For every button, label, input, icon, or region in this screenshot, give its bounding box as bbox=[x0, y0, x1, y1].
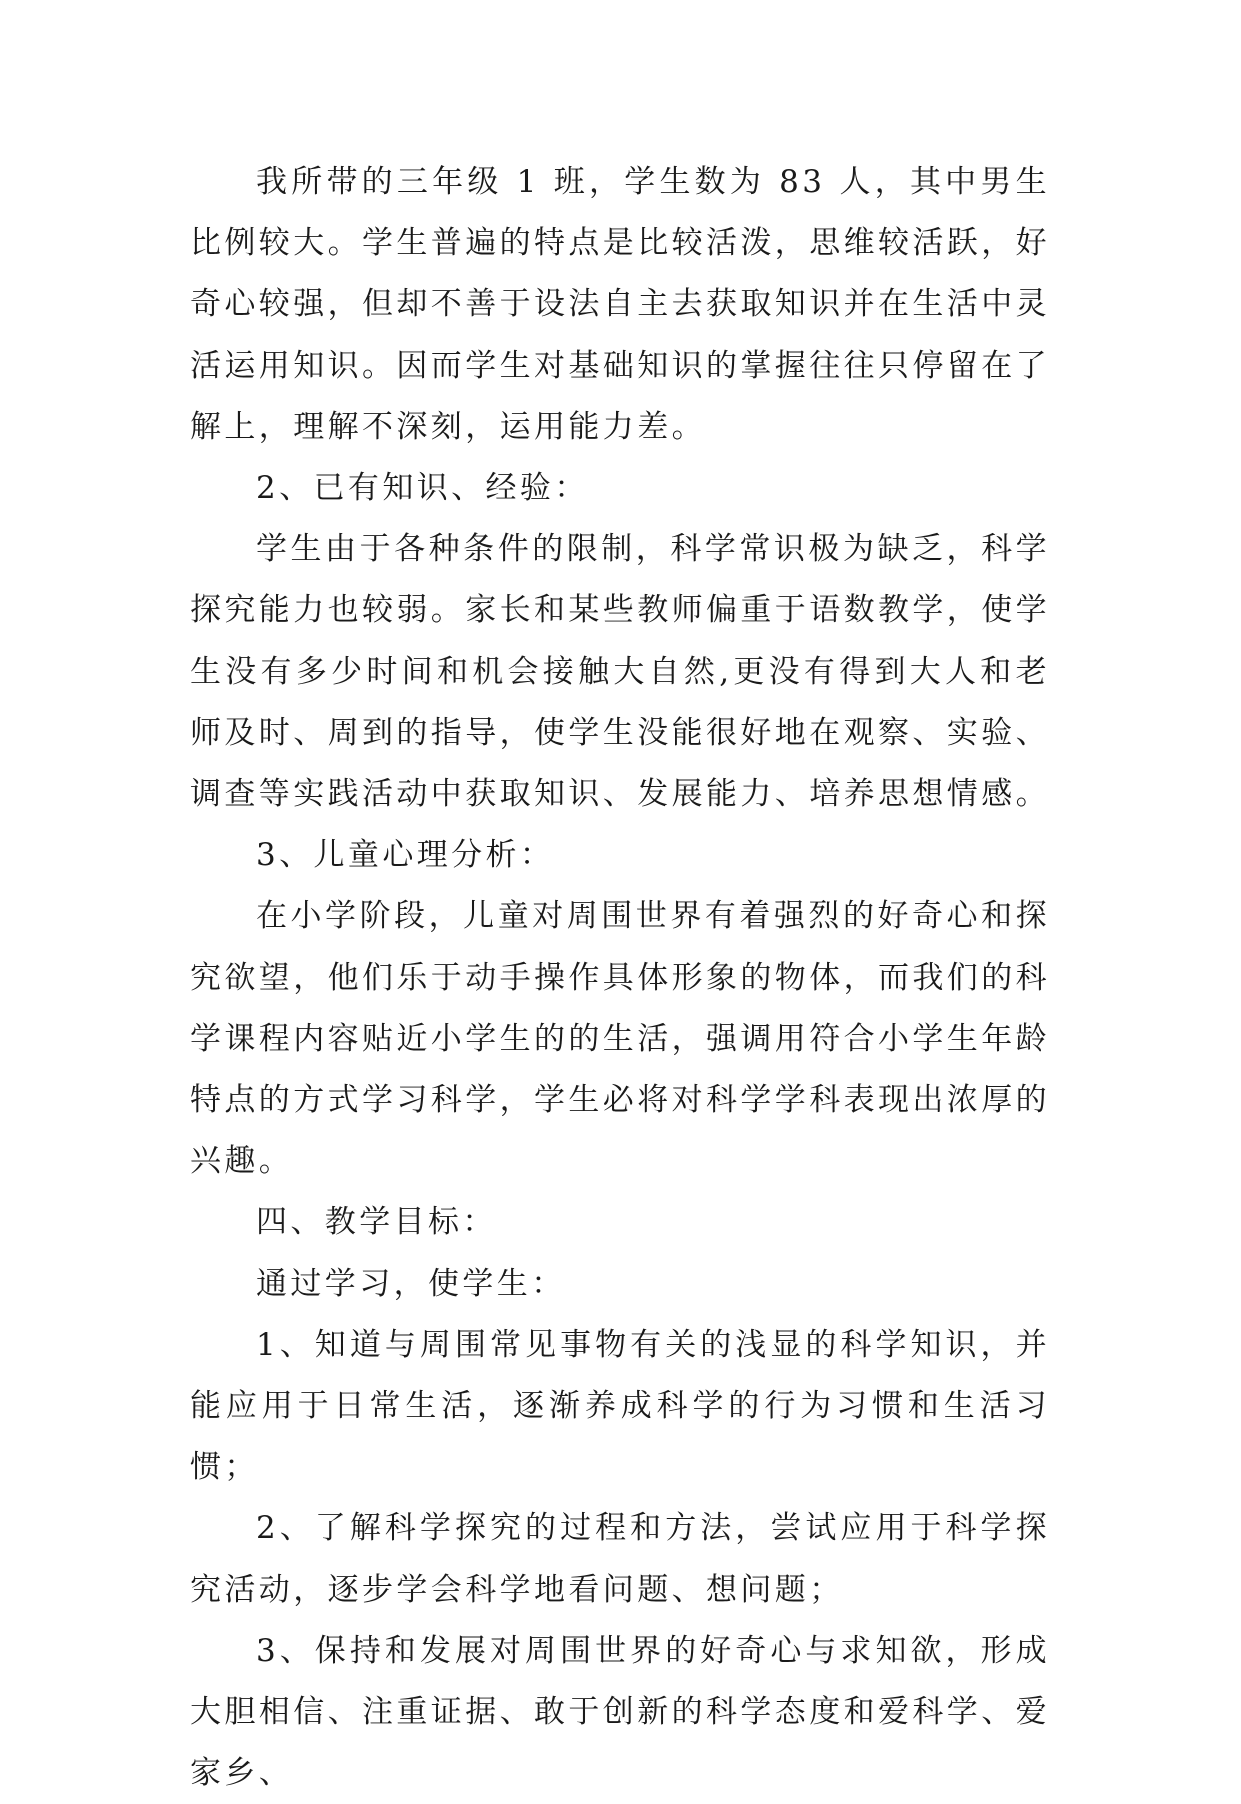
heading-existing-knowledge: 2、已有知识、经验： bbox=[256, 470, 589, 507]
heading-teaching-goals: 四、教学目标： bbox=[256, 1204, 497, 1241]
goals-intro: 通过学习，使学生： bbox=[256, 1265, 566, 1302]
heading-child-psychology: 3、儿童心理分析： bbox=[256, 837, 555, 874]
paragraph-existing-knowledge: 学生由于各种条件的限制，科学常识极为缺乏，科学探究能力也较弱。家长和某些教师偏重于语数教学，使学生没有多少时间和机会接触大自然,更没有得到大人和老师及时、周到的指导，使学生没能很好地在观察、实验、调查等实践活动中获取知识、发展能力、培养思想情感。 bbox=[190, 531, 1050, 813]
goal-item-3: 3、保持和发展对周围世界的好奇心与求知欲，形成大胆相信、注重证据、敢于创新的科学态度和爱科学、爱家乡、 bbox=[190, 1632, 1050, 1792]
goal-item-2: 2、了解科学探究的过程和方法，尝试应用于科学探究活动，逐步学会科学地看问题、想问题； bbox=[190, 1510, 1050, 1608]
document-body bbox=[190, 152, 1050, 1804]
paragraph-class-description: 我所带的三年级 1 班，学生数为 83 人，其中男生比例较大。学生普遍的特点是比较活泼，思维较活跃，好奇心较强，但却不善于设法自主去获取知识并在生活中灵活运用知识。因而学生对基础知识的掌握往往只停留在了解上，理解不深刻，运用能力差。 bbox=[190, 164, 1050, 445]
goal-item-1: 1、知道与周围常见事物有关的浅显的科学知识，并能应用于日常生活，逐渐养成科学的行为习惯和生活习惯； bbox=[190, 1326, 1050, 1486]
paragraph-child-psychology: 在小学阶段，儿童对周围世界有着强烈的好奇心和探究欲望，他们乐于动手操作具体形象的物体，而我们的科学课程内容贴近小学生的的生活，强调用符合小学生年龄特点的方式学习科学，学生必将对科学学科表现出浓厚的兴趣。 bbox=[190, 898, 1050, 1180]
